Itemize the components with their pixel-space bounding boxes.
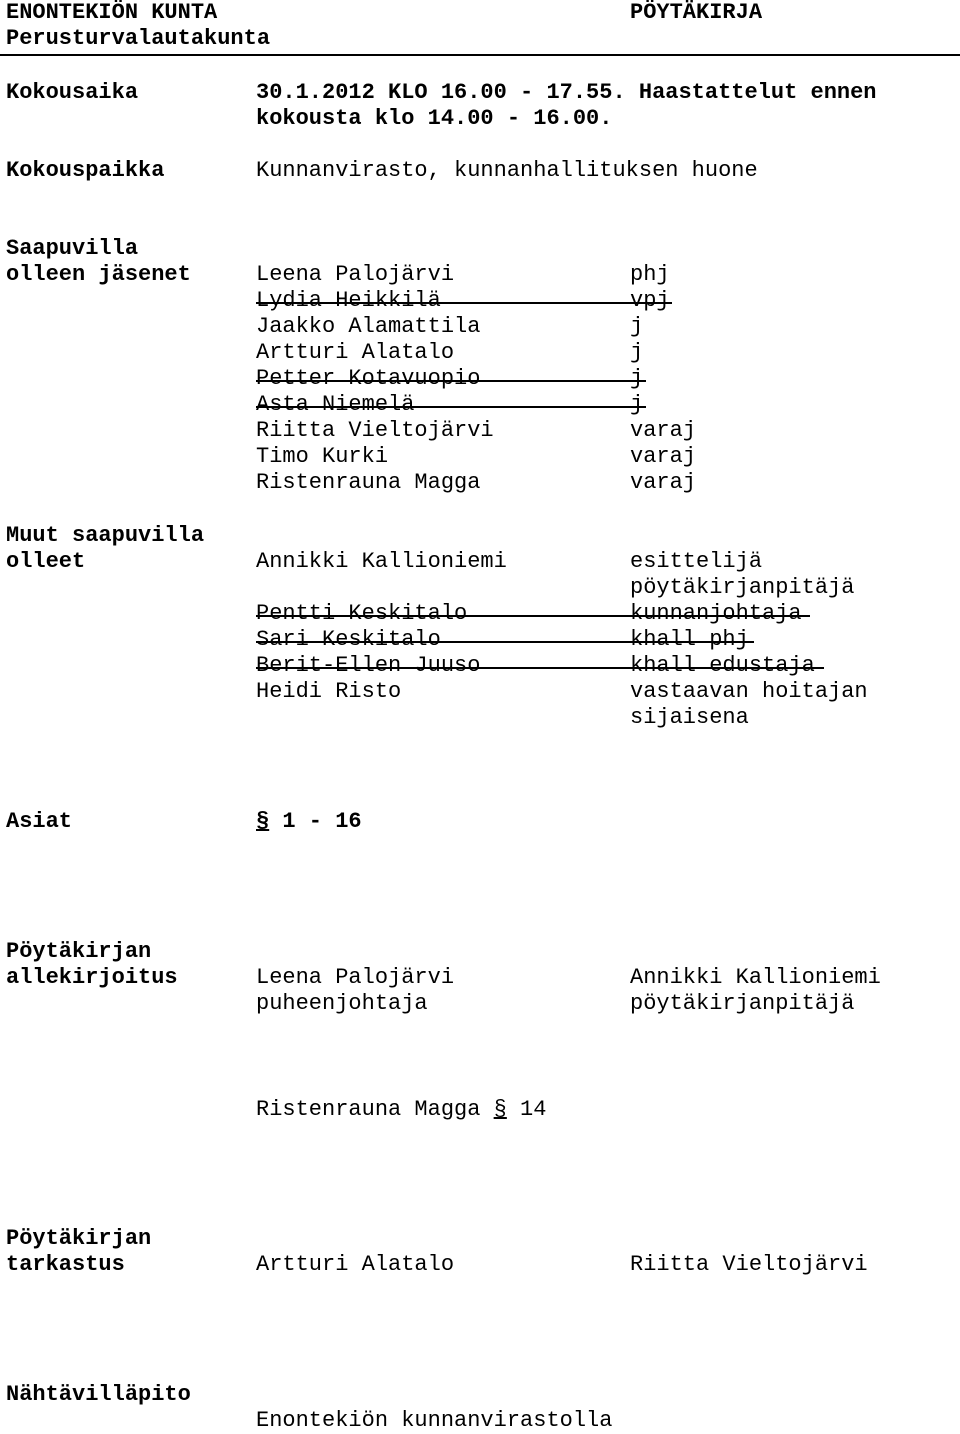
other-row (0, 679, 960, 705)
extra-signer-name: Ristenrauna Magga (256, 1097, 481, 1122)
others-label-line1: Muut saapuvilla (6, 523, 205, 548)
extra-signer-section: 14 (520, 1097, 547, 1122)
strikethrough-line (256, 641, 754, 643)
members-label-line1: Saapuvilla (6, 236, 139, 261)
other-row (0, 601, 960, 627)
member-name: Lydia Heikkilä (256, 288, 441, 313)
review-label-line2: tarkastus (6, 1252, 125, 1277)
member-row (0, 418, 960, 444)
member-role: j (630, 314, 644, 339)
reviewer2-name: Riitta Vieltojärvi (630, 1252, 868, 1277)
other-role: vastaavan hoitajan (630, 679, 868, 704)
reviewer1-name: Artturi Alatalo (256, 1252, 455, 1277)
member-row (0, 470, 960, 496)
document-type: PÖYTÄKIRJA (630, 0, 763, 25)
other-row (0, 653, 960, 679)
section-sign-icon: § (493, 1097, 507, 1122)
strikethrough-line (256, 380, 646, 382)
member-role: varaj (630, 418, 697, 443)
review-label-line1: Pöytäkirjan (6, 1226, 152, 1251)
matters-range: 1 - 16 (282, 809, 362, 834)
signature-label-line2: allekirjoitus (6, 965, 178, 990)
member-name: Asta Niemelä (256, 392, 415, 417)
member-role: phj (630, 262, 670, 287)
board-name: Perusturvalautakunta (6, 26, 271, 51)
display-label: Nähtävilläpito (6, 1382, 191, 1407)
strikethrough-line (256, 302, 672, 304)
strikethrough-line (256, 667, 824, 669)
other-row-continuation (0, 575, 960, 601)
other-name: Berit-Ellen Juuso (256, 653, 481, 678)
municipality-name: ENONTEKIÖN KUNTA (6, 0, 218, 25)
signer2-name: Annikki Kallioniemi (630, 965, 881, 990)
others-list (0, 549, 960, 731)
extra-signer (256, 1097, 546, 1123)
other-role-line2: pöytäkirjanpitäjä (630, 575, 855, 600)
matters-value-group (256, 809, 362, 835)
other-role: esittelijä (630, 549, 763, 574)
member-row (0, 288, 960, 314)
meeting-time-label: Kokousaika (6, 80, 139, 105)
other-role: khall edustaja (630, 653, 815, 678)
other-name: Pentti Keskitalo (256, 601, 468, 626)
member-name: Leena Palojärvi (256, 262, 455, 287)
section-sign-icon: § (256, 809, 270, 834)
matters-label: Asiat (6, 809, 73, 834)
strikethrough-line (256, 615, 810, 617)
meeting-time-line1: 30.1.2012 KLO 16.00 - 17.55. Haastattelut ennen (256, 80, 877, 105)
member-name: Ristenrauna Magga (256, 470, 481, 495)
signature-label-line1: Pöytäkirjan (6, 939, 152, 964)
member-role: j (630, 366, 644, 391)
strikethrough-line (256, 406, 646, 408)
signer1-role: puheenjohtaja (256, 991, 428, 1016)
member-name: Jaakko Alamattila (256, 314, 481, 339)
meeting-place-value: Kunnanvirasto, kunnanhallituksen huone (256, 158, 758, 183)
display-value: Enontekiön kunnanvirastolla (256, 1408, 613, 1433)
member-row (0, 314, 960, 340)
member-name: Artturi Alatalo (256, 340, 455, 365)
member-row (0, 392, 960, 418)
other-role-line2: sijaisena (630, 705, 749, 730)
member-role: j (630, 392, 644, 417)
signer2-role: pöytäkirjanpitäjä (630, 991, 855, 1016)
member-row (0, 444, 960, 470)
members-label-line2: olleen jäsenet (6, 262, 191, 287)
other-name: Heidi Risto (256, 679, 402, 704)
member-row (0, 340, 960, 366)
other-row (0, 549, 960, 575)
other-row (0, 627, 960, 653)
others-label-line2: olleet (6, 549, 86, 574)
meeting-time-line2: kokousta klo 14.00 - 16.00. (256, 106, 613, 131)
member-name: Timo Kurki (256, 444, 389, 469)
member-row (0, 262, 960, 288)
members-list (0, 262, 960, 496)
member-name: Riitta Vieltojärvi (256, 418, 494, 443)
other-name: Annikki Kallioniemi (256, 549, 507, 574)
meeting-place-label: Kokouspaikka (6, 158, 165, 183)
other-role: khall phj (630, 627, 749, 652)
signer1-name: Leena Palojärvi (256, 965, 455, 990)
member-row (0, 366, 960, 392)
other-role: kunnanjohtaja (630, 601, 802, 626)
member-name: Petter Kotavuopio (256, 366, 481, 391)
member-role: vpj (630, 288, 670, 313)
member-role: varaj (630, 470, 697, 495)
member-role: varaj (630, 444, 697, 469)
other-name: Sari Keskitalo (256, 627, 441, 652)
header-divider (0, 54, 960, 56)
member-role: j (630, 340, 644, 365)
other-row-continuation (0, 705, 960, 731)
